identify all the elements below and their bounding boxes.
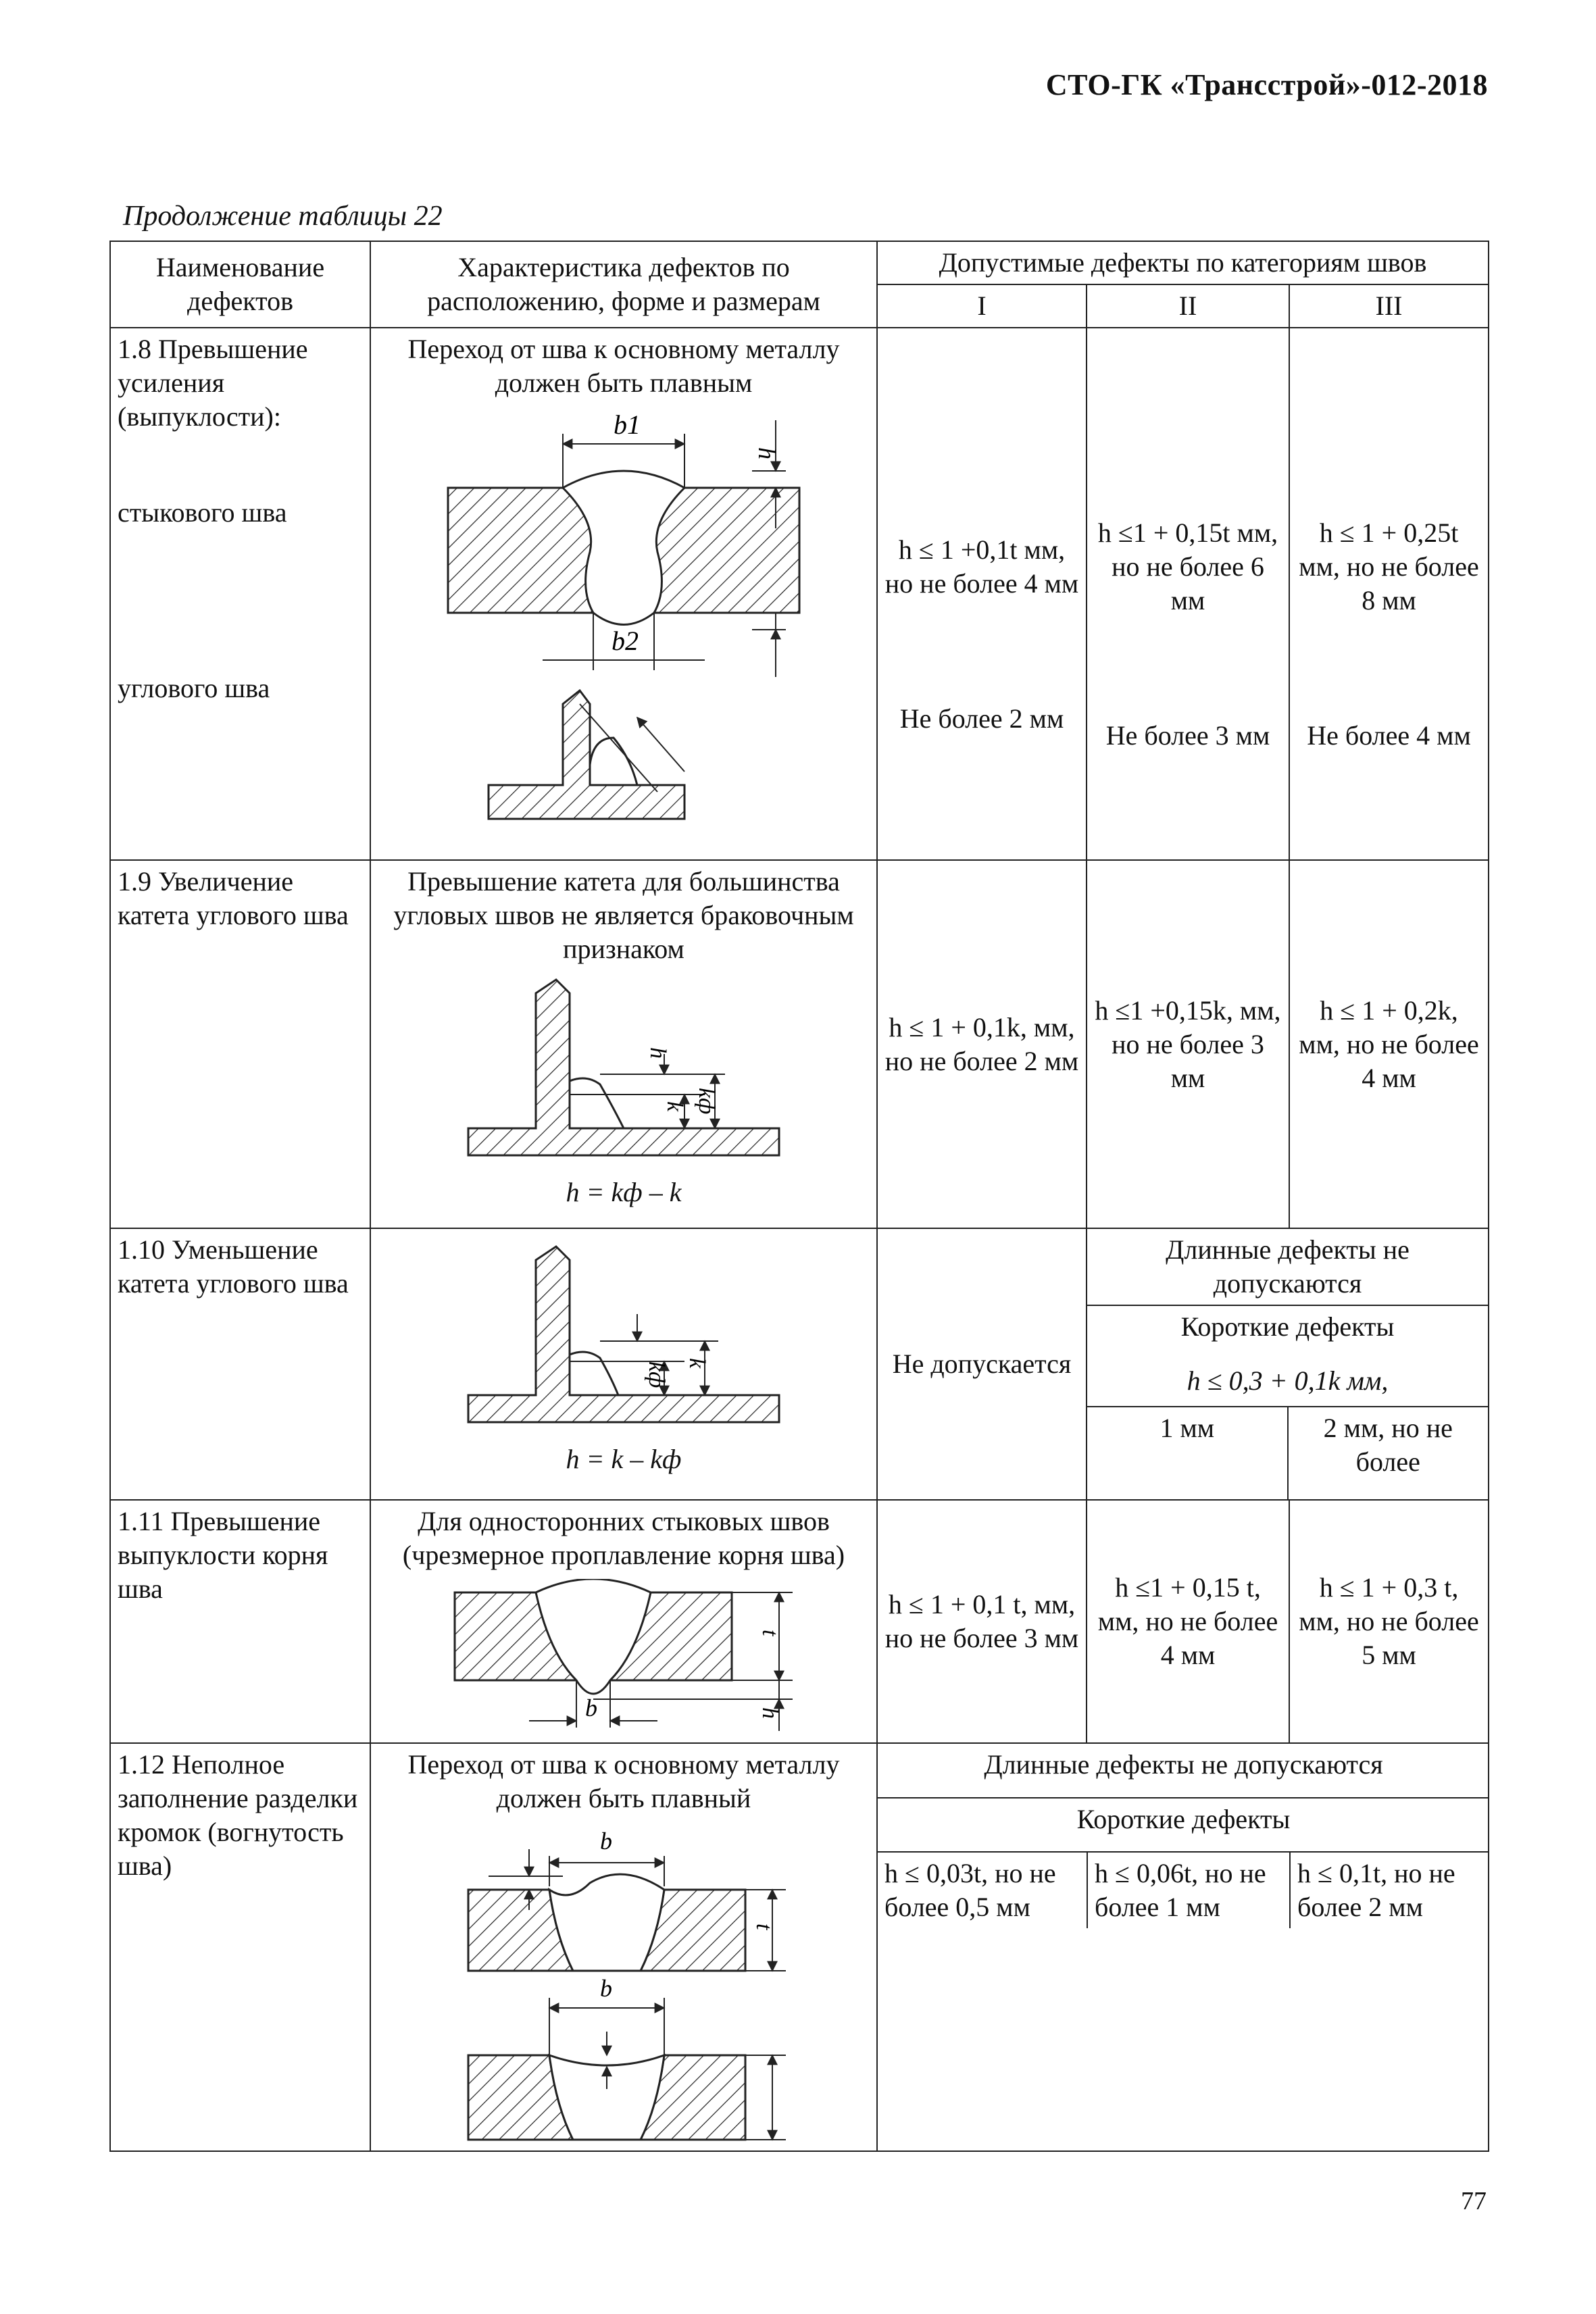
nested-table bbox=[878, 1744, 1489, 1928]
subrow-fillet-label: углового шва bbox=[118, 673, 270, 703]
fig-label-b: b bbox=[600, 1975, 612, 2002]
value-cat1: h ≤ 1 + 0,1k, мм, но не более 2 мм bbox=[877, 860, 1087, 1228]
row-characteristic-cell bbox=[370, 860, 877, 1228]
value-butt-cat1: h ≤ 1 +0,1t мм, но не более 4 мм bbox=[884, 534, 1079, 599]
cell-1-10-cat2-3 bbox=[1087, 1228, 1489, 1500]
value-cat3: 2 мм, но не более bbox=[1288, 1407, 1489, 1499]
header-cat2: II bbox=[1087, 284, 1289, 328]
fig-label-t: t bbox=[751, 1923, 776, 1930]
value-cat2: 1 мм bbox=[1087, 1407, 1288, 1499]
fig-label-kf: kф bbox=[644, 1361, 669, 1388]
value-cat3: h ≤ 1 + 0,3 t, мм, но не более 5 мм bbox=[1289, 1500, 1489, 1743]
fig-label-h: h bbox=[753, 447, 780, 459]
fig-label-b1: b1 bbox=[614, 409, 641, 440]
fillet-leg-increase-diagram bbox=[462, 973, 786, 1176]
value-butt-cat2: h ≤1 + 0,15t мм, но не более 6 мм bbox=[1097, 518, 1278, 615]
row-char-text: Превышение катета для большинства угловых швов не является браковочным признаком bbox=[393, 866, 854, 964]
cell-1-8-cat1 bbox=[877, 328, 1087, 860]
cell-1-8-cat2 bbox=[1087, 328, 1289, 860]
table-row-1-8 bbox=[110, 328, 1489, 860]
row-characteristic-cell bbox=[370, 1743, 877, 2151]
row-name: 1.8 Превышение усиления (выпуклости): bbox=[118, 334, 308, 432]
cell-1-8-cat3 bbox=[1289, 328, 1489, 860]
long-defects-text: Длинные дефекты не допускаются bbox=[878, 1744, 1489, 1798]
fig-label-k: k bbox=[684, 1358, 709, 1369]
fig-label-b: b bbox=[600, 1828, 612, 1855]
row-characteristic-cell bbox=[370, 328, 877, 860]
butt-weld-reinforcement-diagram bbox=[434, 407, 813, 826]
value-butt-cat3: h ≤ 1 + 0,25t мм, но не более 8 мм bbox=[1299, 518, 1479, 615]
root-excess-penetration-diagram bbox=[441, 1579, 806, 1734]
fig-label-kf: kф bbox=[694, 1088, 719, 1115]
row-name: 1.11 Превышение выпуклости корня шва bbox=[110, 1500, 370, 1743]
short-defects-cell bbox=[1087, 1305, 1488, 1407]
document-code: СТО-ГК «Трансстрой»-012-2018 bbox=[1045, 68, 1488, 101]
short-defects-text: Короткие дефекты bbox=[1180, 1311, 1395, 1342]
row-name-cell bbox=[110, 328, 370, 860]
fig-label-h: h bbox=[645, 1047, 670, 1059]
value-cat1: Не допускается bbox=[877, 1228, 1087, 1500]
table-row-1-10 bbox=[110, 1228, 1489, 1500]
value-cat1: h ≤ 1 + 0,1 t, мм, но не более 3 мм bbox=[877, 1500, 1087, 1743]
row-char-text: Переход от шва к основному металлу должен быть плавным bbox=[407, 334, 840, 398]
fillet-leg-decrease-diagram bbox=[462, 1240, 786, 1442]
row-name: 1.10 Уменьшение катета углового шва bbox=[110, 1228, 370, 1500]
value-fillet-cat1: Не более 2 мм bbox=[899, 703, 1064, 734]
value-fillet-cat3: Не более 4 мм bbox=[1307, 720, 1471, 751]
header-name: Наименование дефектов bbox=[110, 241, 370, 328]
value-cat3: h ≤ 1 + 0,2k, мм, но не более 4 мм bbox=[1289, 860, 1489, 1228]
fig-label-t: t bbox=[757, 1630, 782, 1636]
formula: h = kф – k bbox=[566, 1177, 682, 1207]
formula: h = k – kф bbox=[566, 1444, 682, 1474]
table-row-1-9 bbox=[110, 860, 1489, 1228]
value-cat2: h ≤1 + 0,15 t, мм, но не более 4 мм bbox=[1087, 1500, 1289, 1743]
groove-underfill-diagram bbox=[455, 1822, 793, 2146]
subrow-butt-label: стыкового шва bbox=[118, 497, 287, 528]
fig-label-b2: b2 bbox=[612, 626, 639, 656]
short-defects-text: Короткие дефекты bbox=[878, 1798, 1489, 1852]
table-row-1-11 bbox=[110, 1500, 1489, 1743]
fig-label-h: h bbox=[757, 1707, 782, 1719]
long-defects-text: Длинные дефекты не допускаются bbox=[1087, 1229, 1488, 1305]
header-characteristic: Характеристика дефектов по расположению, форме и размерам bbox=[370, 241, 877, 328]
defects-table bbox=[109, 241, 1489, 2152]
fig-label-k: k bbox=[662, 1101, 687, 1112]
row-name: 1.12 Неполное заполнение разделки кромок (вогнутость шва) bbox=[110, 1743, 370, 2151]
header-allowed: Допустимые дефекты по категориям швов bbox=[877, 241, 1489, 284]
value-cat2: h ≤1 +0,15k, мм, но не более 3 мм bbox=[1087, 860, 1289, 1228]
table-header-row bbox=[110, 241, 1489, 284]
value-fillet-cat2: Не более 3 мм bbox=[1105, 720, 1270, 751]
value-cat1: h ≤ 0,03t, но не более 0,5 мм bbox=[878, 1852, 1087, 1928]
page-number: 77 bbox=[1461, 2187, 1487, 2215]
row-characteristic-cell bbox=[370, 1228, 877, 1500]
table-row-1-12 bbox=[110, 1743, 1489, 2151]
cell-1-12-values bbox=[877, 1743, 1489, 2151]
value-cat2: h ≤ 0,06t, но не более 1 мм bbox=[1087, 1852, 1290, 1928]
header-cat1: I bbox=[877, 284, 1087, 328]
header-cat3: III bbox=[1289, 284, 1489, 328]
value-cat3: h ≤ 0,1t, но не более 2 мм bbox=[1290, 1852, 1489, 1928]
row-name: 1.9 Увеличение катета углового шва bbox=[110, 860, 370, 1228]
nested-table bbox=[1087, 1229, 1488, 1499]
row-characteristic-cell bbox=[370, 1500, 877, 1743]
table-caption: Продолжение таблицы 22 bbox=[123, 201, 443, 232]
fig-label-b: b bbox=[585, 1694, 597, 1721]
short-defects-formula: h ≤ 0,3 + 0,1k мм, bbox=[1187, 1365, 1389, 1396]
row-char-text: Переход от шва к основному металлу должен быть плавный bbox=[407, 1749, 840, 1813]
row-char-text: Для односторонних стыковых швов (чрезмерное проплавление корня шва) bbox=[402, 1506, 845, 1570]
